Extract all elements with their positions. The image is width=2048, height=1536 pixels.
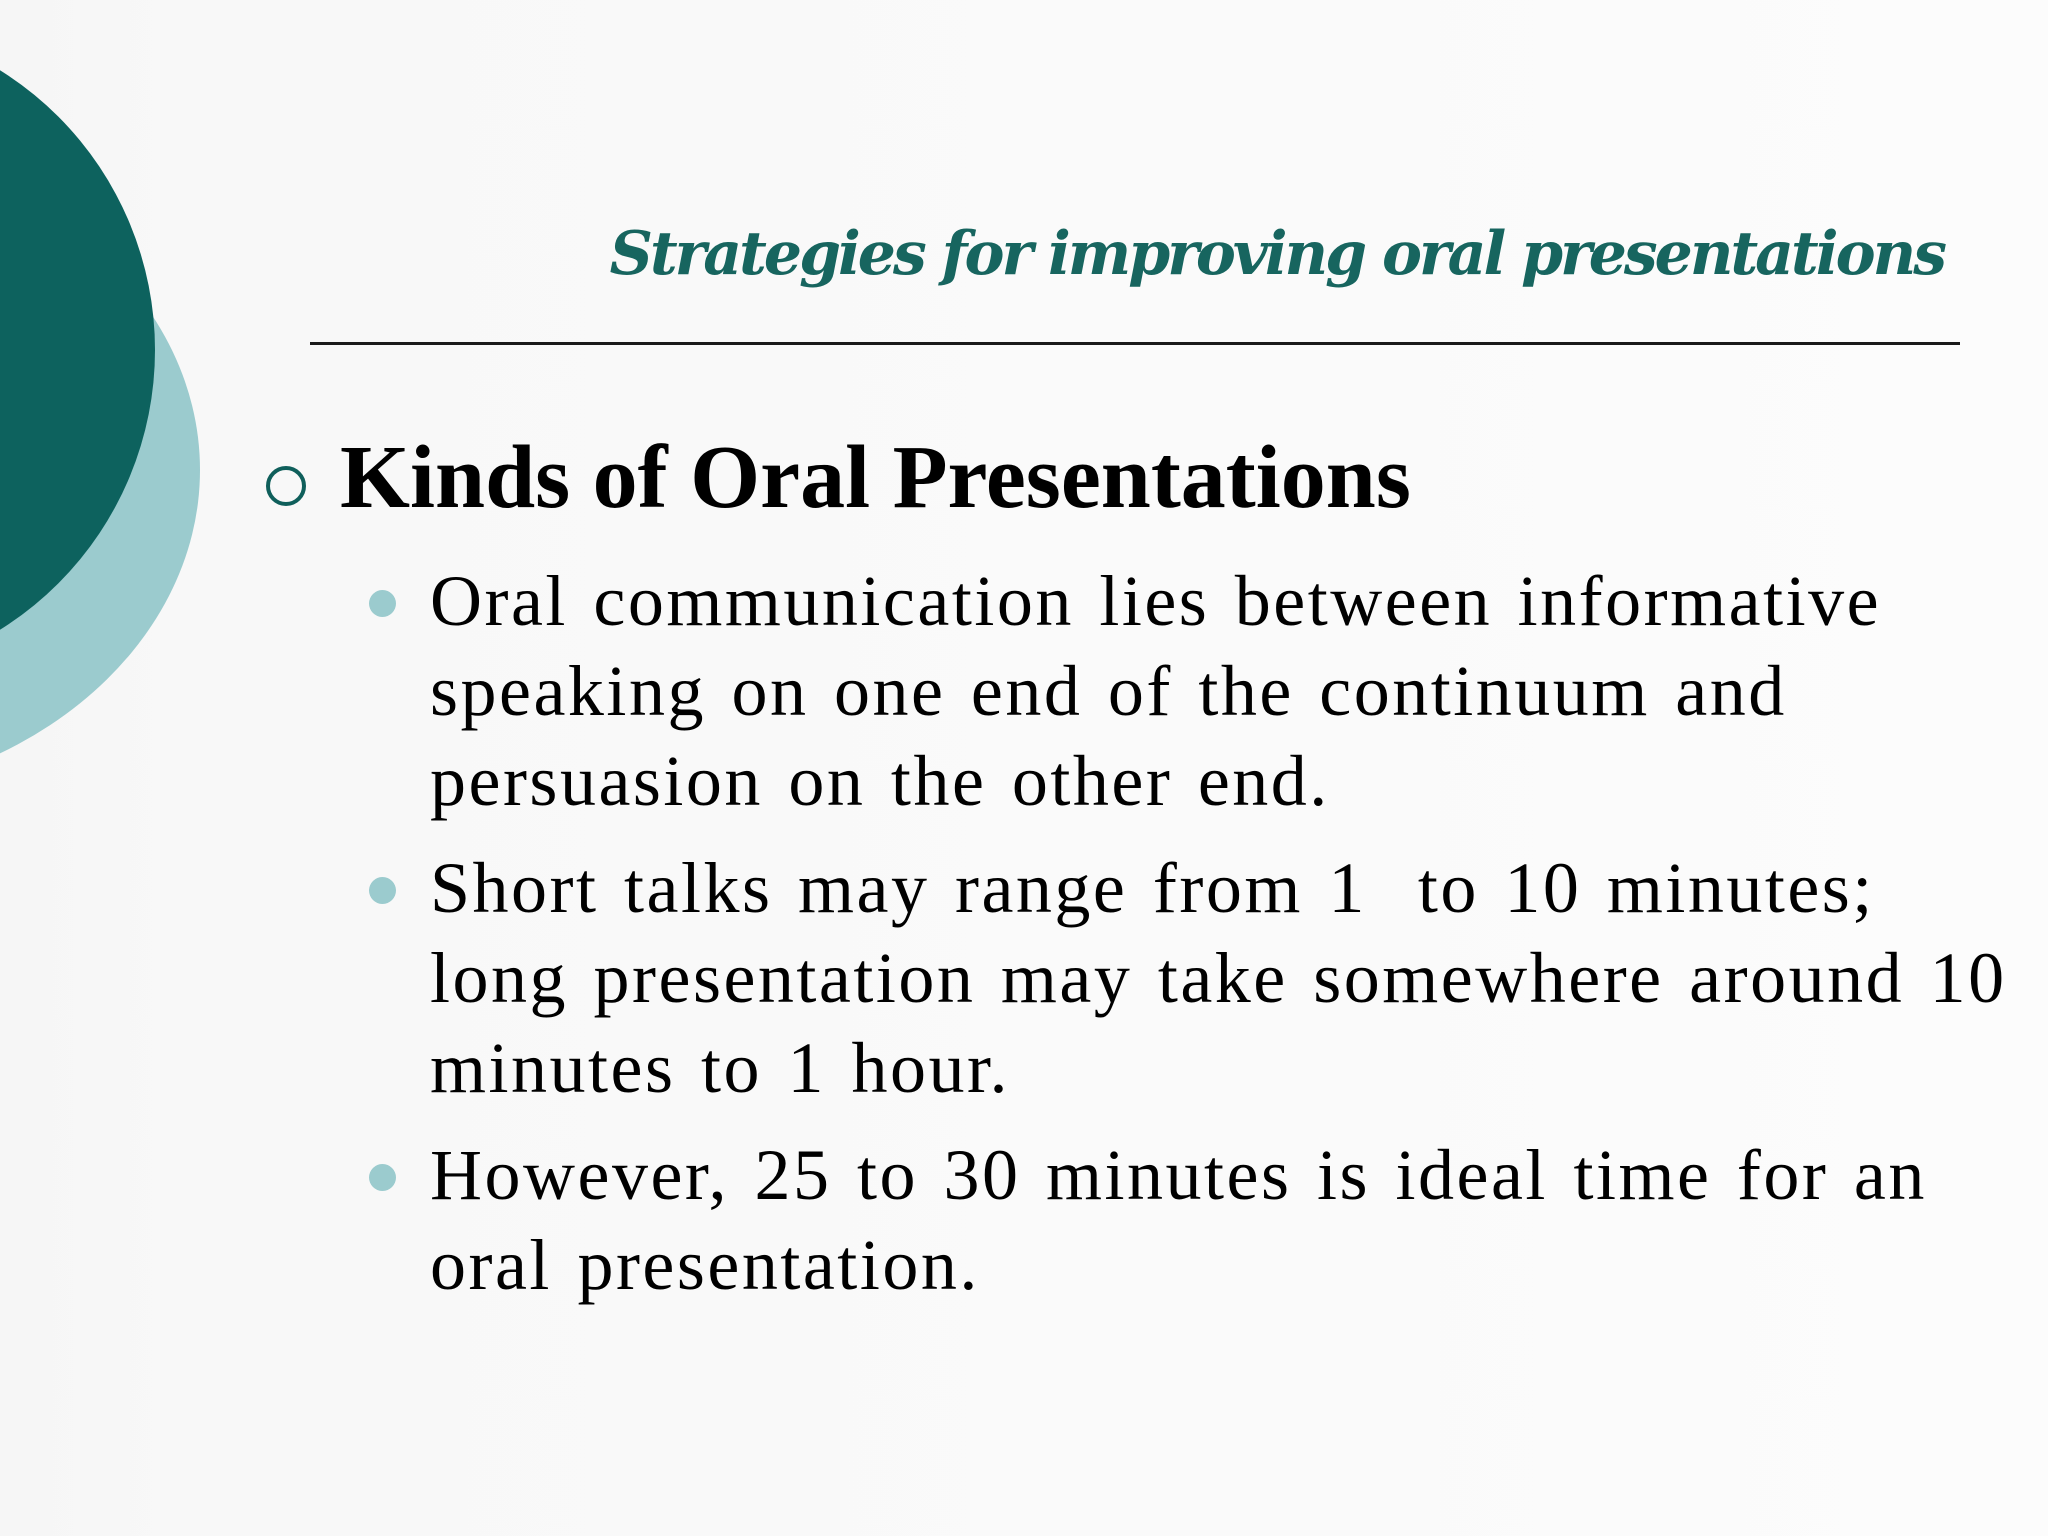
slide-title: Strategies for improving oral presentations <box>609 219 1944 289</box>
list-item-text: However, 25 to 30 minutes is ideal time for an oral presentation. <box>430 1135 1927 1305</box>
list-item-text: Short talks may range from 1 to 10 minutes; long presentation may take somewhere around 10 minutes to 1 hour. <box>430 848 2033 1108</box>
bullet-list <box>430 556 2033 1327</box>
title-divider <box>310 342 1960 345</box>
list-item <box>430 1130 2020 1310</box>
dot-bullet-icon <box>369 877 396 904</box>
hollow-circle-bullet-icon <box>266 466 306 506</box>
dot-bullet-icon <box>369 590 396 617</box>
list-item-text: Oral communication lies between informative speaking on one end of the continuum and persuasion on the other end. <box>430 561 1882 821</box>
list-item <box>430 556 2020 826</box>
dot-bullet-icon <box>369 1164 396 1191</box>
list-item <box>430 843 2033 1113</box>
section-heading: Kinds of Oral Presentations <box>340 428 1411 527</box>
